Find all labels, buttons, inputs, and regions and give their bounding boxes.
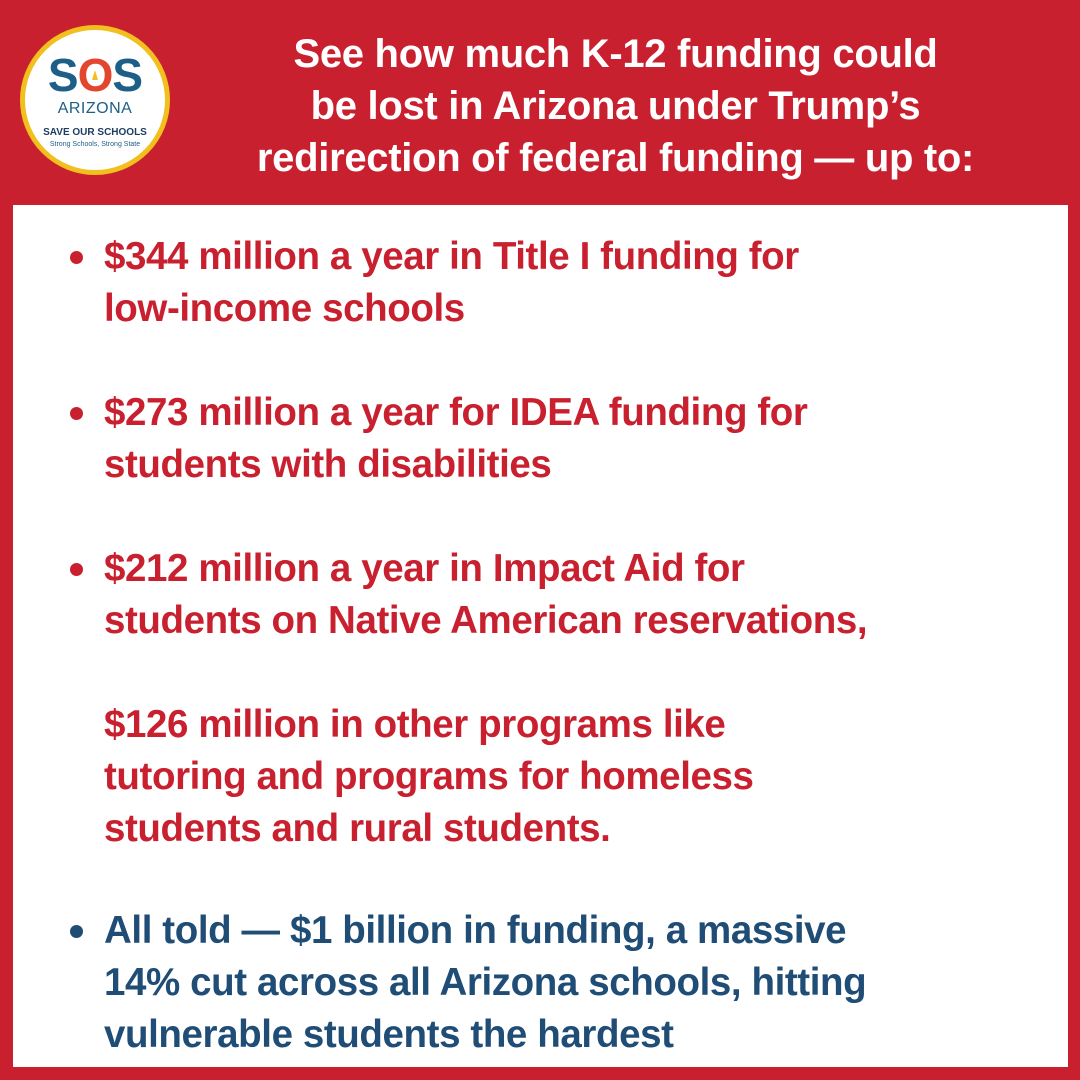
item-line: $212 million a year in Impact Aid for	[104, 547, 745, 590]
bullet-item-idea	[104, 387, 1039, 491]
item-line: students and rural students.	[104, 807, 611, 850]
item-line: low-income schools	[104, 287, 465, 330]
item-line: $273 million a year for IDEA funding for	[104, 391, 808, 434]
header-banner	[0, 0, 1080, 205]
sos-arizona-logo	[20, 25, 170, 175]
logo-letter-o: O	[77, 49, 113, 101]
item-line: students with disabilities	[104, 443, 552, 486]
logo-org-name: SAVE OUR SCHOOLS	[43, 127, 147, 138]
item-other-programs	[104, 699, 1039, 855]
bullet-dot-icon	[70, 563, 83, 576]
logo-tagline: Strong Schools, Strong State	[49, 141, 141, 148]
bullet-dot-icon	[70, 407, 83, 420]
headline	[178, 28, 1053, 184]
logo-letter-s: S	[112, 49, 143, 101]
headline-line: be lost in Arizona under Trump’s	[310, 84, 921, 128]
item-line: tutoring and programs for homeless	[104, 755, 754, 798]
bullet-dot-icon	[70, 251, 83, 264]
bullet-dot-icon	[70, 925, 83, 938]
headline-line: redirection of federal funding — up to:	[256, 136, 975, 180]
bullet-item-total	[104, 905, 1039, 1061]
logo-state: ARIZONA	[57, 100, 133, 117]
item-line: All told — $1 billion in funding, a massive	[104, 909, 847, 952]
bullet-item-impact-aid	[104, 543, 1039, 647]
item-line: students on Native American reservations,	[104, 599, 868, 642]
item-line: $126 million in other programs like	[104, 703, 726, 746]
bullet-item-title-i	[104, 231, 1039, 335]
item-line: 14% cut across all Arizona schools, hitting	[104, 961, 867, 1004]
logo-letter-s: S	[47, 49, 78, 101]
logo-wordmark	[25, 49, 165, 101]
item-line: vulnerable students the hardest	[104, 1013, 674, 1056]
item-line: $344 million a year in Title I funding for	[104, 235, 799, 278]
headline-line: See how much K-12 funding could	[293, 32, 938, 76]
